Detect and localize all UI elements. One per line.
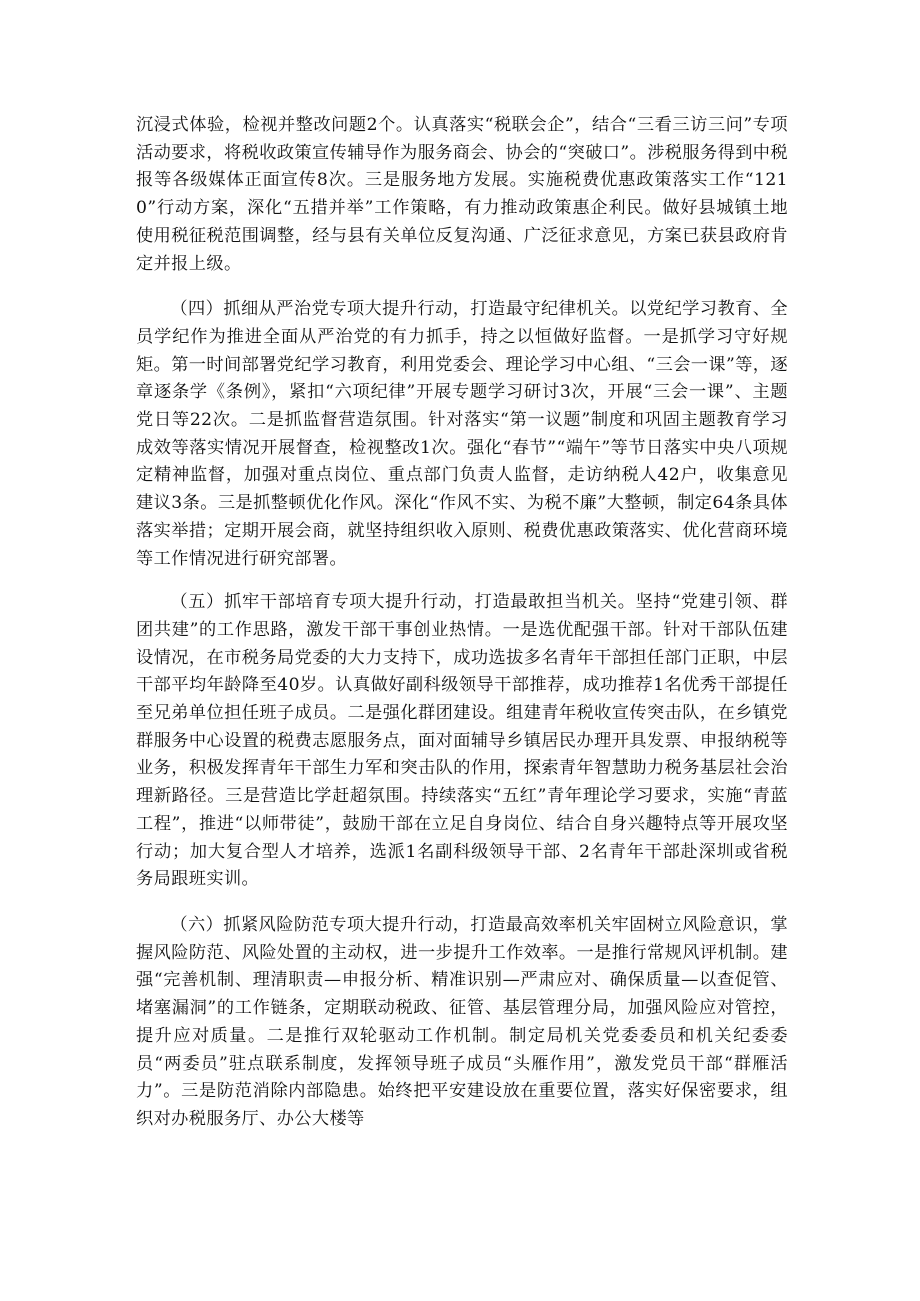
paragraph-section-6: （六）抓紧风险防范专项大提升行动，打造最高效率机关牢固树立风险意识，掌握风险防范、风险处置的主动权，进一步提升工作效率。一是推行常规风评机制。建强“完善机制、理清职责—申报分析、精准识别—严肃应对、确保质量—以查促管、堵塞漏洞”的工作链条，定期联动税政、征管、基层管理分局，加强风险应对管控，提升应对质量。二是推行双轮驱动工作机制。制定局机关党委委员和机关纪委委员“两委员”驻点联系制度，发挥领导班子成员“头雁作用”，激发党员干部“群雁活力”。三是防范消除内部隐患。始终把平安建设放在重要位置，落实好保密要求，组织对办税服务厅、办公大楼等 bbox=[136, 914, 788, 1129]
paragraph-section-5: （五）抓牢干部培育专项大提升行动，打造最敢担当机关。坚持“党建引领、群团共建”的工作思路，激发干部干事创业热情。一是选优配强干部。针对干部队伍建设情况，在市税务局党委的大力支持下，成功选拔多名青年干部担任部门正职，中层干部平均年龄降至40岁。认真做好副科级领导干部推荐，成功推荐1名优秀干部提任至兄弟单位担任班子成员。二是强化群团建设。组建青年税收宣传突击队，在乡镇党群服务中心设置的税费志愿服务点，面对面辅导乡镇居民办理开具发票、申报纳税等业务，积极发挥青年干部生力军和突击队的作用，探索青年智慧助力税务基层社会治理新路径。三是营造比学赶超氛围。持续落实“五红”青年理论学习要求，实施“青蓝工程”，推进“以师带徒”，鼓励干部在立足自身岗位、结合自身兴趣特点等开展攻坚行动；加大复合型人才培养，选派1名副科级领导干部、2名青年干部赴深圳或省税务局跟班实训。 bbox=[136, 592, 788, 890]
paragraph-continuation: 沉浸式体验，检视并整改问题2个。认真落实“税联会企”，结合“三看三访三问”专项活动要求，将税收政策宣传辅导作为服务商会、协会的“突破口”。涉税服务得到中税报等各级媒体正面宣传8次。三是服务地方发展。实施税费优惠政策落实工作“1210”行动方案，深化“五措并举”工作策略，有力推动政策惠企利民。做好县城镇土地使用税征税范围调整，经与县有关单位反复沟通、广泛征求意见，方案已获县政府肯定并报上级。 bbox=[136, 115, 788, 274]
paragraph-section-4: （四）抓细从严治党专项大提升行动，打造最守纪律机关。以党纪学习教育、全员学纪作为推进全面从严治党的有力抓手，持之以恒做好监督。一是抓学习守好规矩。第一时间部署党纪学习教育，利用党委会、理论学习中心组、“三会一课”等，逐章逐条学《条例》，紧扣“六项纪律”开展专题学习研讨3次，开展“三会一课”、主题党日等22次。二是抓监督营造氛围。针对落实“第一议题”制度和巩固主题教育学习成效等落实情况开展督查，检视整改1次。强化“春节”“端午”等节日落实中央八项规定精神监督，加强对重点岗位、重点部门负责人监督，走访纳税人42户，收集意见建议3条。三是抓整顿优化作风。深化“作风不实、为税不廉”大整顿，制定64条具体落实举措；定期开展会商，就坚持组织收入原则、税费优惠政策落实、优化营商环境等工作情况进行研究部署。 bbox=[136, 299, 788, 569]
document-body bbox=[136, 112, 788, 1152]
